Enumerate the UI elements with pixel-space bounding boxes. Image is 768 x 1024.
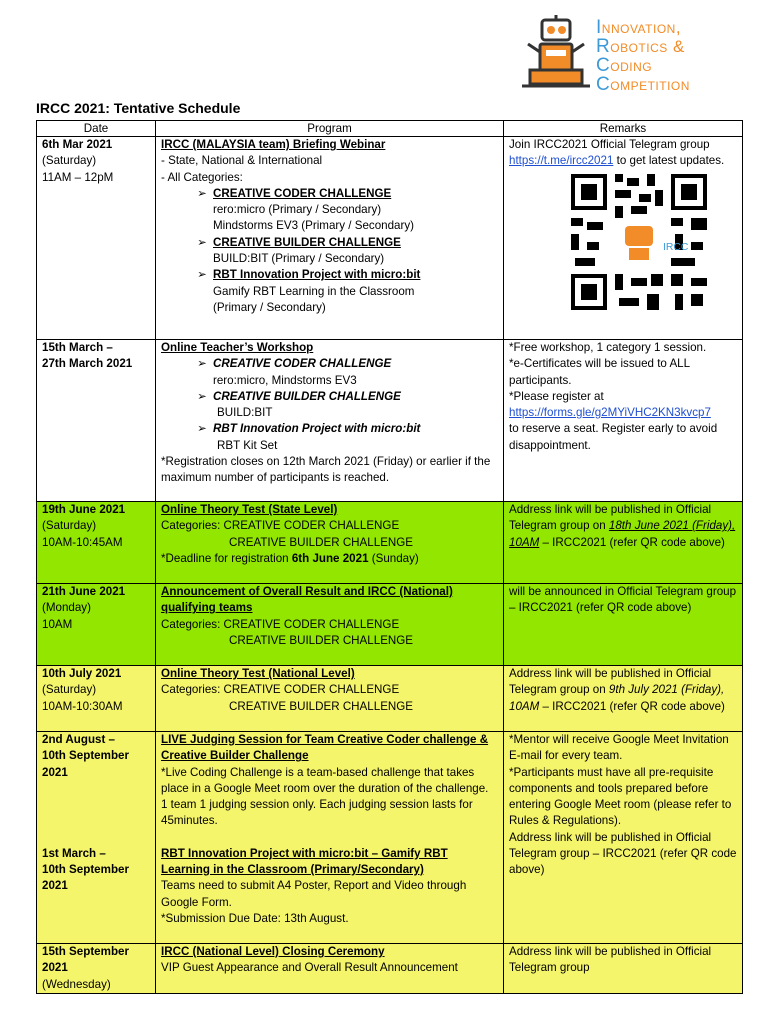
program-title: RBT Innovation Project with micro:bit – Gamify RBT Learning in the Classroom (Primary/Secondary) (161, 846, 448, 877)
header-date: Date (37, 121, 156, 137)
remarks-cell: *Mentor will receive Google Meet Invitation E-mail for every team. *Participants must have all pre-requisite components and tools prepared before entering Google Meet room (please refer to Rules & Regulations). Address link will be published in Official Telegram group – IRCC2021 (refer QR code above) (504, 732, 743, 944)
table-row (37, 944, 743, 994)
date-cell: 2nd August – 10th September 2021 1st March – 10th September 2021 (37, 732, 156, 944)
table-row (37, 666, 743, 732)
remarks-cell: Join IRCC2021 Official Telegram group https://t.me/ircc2021 to get latest updates. IRCC (504, 137, 743, 340)
arrow-bullet-icon: ➢ (197, 186, 207, 200)
program-cell: Announcement of Overall Result and IRCC (National) qualifying teams Categories: CREATIVE CODER CHALLENGE CREATIVE BUILDER CHALLENGE (156, 584, 504, 666)
date-cell: 21th June 2021 (Monday) 10AM (37, 584, 156, 666)
table-header-row (37, 121, 743, 137)
remarks-cell: *Free workshop, 1 category 1 session. *e-Certificates will be issued to ALL participants. *Please register at https://forms.gle/g2MYiVHC2KN3kvcp7 to reserve a seat. Register early to avoid disappointment. (504, 340, 743, 502)
svg-text:IRCC: IRCC (663, 241, 689, 253)
date-cell: 15th September 2021 (Wednesday) (37, 944, 156, 994)
program-title: Online Theory Test (State Level) (161, 503, 338, 516)
program-cell: Online Theory Test (National Level) Categories: CREATIVE CODER CHALLENGE CREATIVE BUILDER CHALLENGE (156, 666, 504, 732)
table-row (37, 137, 743, 340)
header-program: Program (156, 121, 504, 137)
table-row (37, 584, 743, 666)
program-cell: Online Teacher’s Workshop ➢ CREATIVE CODER CHALLENGE rero:micro, Mindstorms EV3 ➢ CREATIVE BUILDER CHALLENGE BUILD:BIT ➢ RBT Innovation Project with micro:bit RBT Kit Set *Registration closes on 12th March 2021 (Friday) or earlier if the maximum number of participants is reached. (156, 340, 504, 502)
arrow-bullet-icon: ➢ (197, 235, 207, 249)
remarks-cell: Address link will be published in Official Telegram group on 18th June 2021 (Friday), 10AM – IRCC2021 (refer QR code above) (504, 502, 743, 584)
date-cell: 6th Mar 2021 (Saturday) 11AM – 12pM (37, 137, 156, 340)
robot-icon (522, 14, 590, 94)
table-row (37, 502, 743, 584)
logo-wordmark: Innovation, Robotics & Coding Competition (596, 17, 690, 95)
program-title: Online Teacher’s Workshop (161, 341, 314, 354)
header-remarks: Remarks (504, 121, 743, 137)
program-title: Online Theory Test (National Level) (161, 667, 355, 680)
program-cell: Online Theory Test (State Level) Categories: CREATIVE CODER CHALLENGE CREATIVE BUILDER CHALLENGE *Deadline for registration 6th June 2021 (Sunday) (156, 502, 504, 584)
arrow-bullet-icon: ➢ (197, 422, 207, 436)
program-cell: IRCC (MALAYSIA team) Briefing Webinar - State, National & International - All Categories: ➢ CREATIVE CODER CHALLENGE rero:micro (Primary / Secondary) Mindstorms EV3 (Primary / Secondary) ➢ CREATIVE BUILDER CHALLENGE BUILD:BIT (Primary / Secondary) ➢ RBT Innovation Project with micro:bit Gamify RBT Learning in the Classroom (Primary / Secondary) (156, 137, 504, 340)
schedule-table (36, 120, 743, 994)
program-title: Announcement of Overall Result and IRCC (National) qualifying teams (161, 585, 453, 615)
table-row (37, 340, 743, 502)
table-row (37, 732, 743, 944)
telegram-link[interactable]: https://t.me/ircc2021 (509, 154, 614, 168)
remarks-cell: Address link will be published in Official Telegram group on 9th July 2021 (Friday), 10AM – IRCC2021 (refer QR code above) (504, 666, 743, 732)
program-title: LIVE Judging Session for Team Creative Coder challenge & Creative Builder Challenge (161, 733, 489, 763)
program-title: IRCC (MALAYSIA team) Briefing Webinar (161, 138, 386, 151)
arrow-bullet-icon: ➢ (197, 268, 207, 282)
program-cell: IRCC (National Level) Closing Ceremony VIP Guest Appearance and Overall Result Announcement (156, 944, 504, 994)
registration-link[interactable]: https://forms.gle/g2MYiVHC2KN3kvcp7 (509, 406, 711, 420)
date-cell: 15th March – 27th March 2021 (37, 340, 156, 502)
page-title: IRCC 2021: Tentative Schedule (36, 100, 241, 116)
remarks-cell: will be announced in Official Telegram group – IRCC2021 (refer QR code above) (504, 584, 743, 666)
remarks-cell: Address link will be published in Official Telegram group (504, 944, 743, 994)
program-title: IRCC (National Level) Closing Ceremony (161, 945, 385, 958)
arrow-bullet-icon: ➢ (197, 389, 207, 403)
qr-code-icon[interactable] (571, 174, 707, 310)
date-cell: 10th July 2021 (Saturday) 10AM-10:30AM (37, 666, 156, 732)
competition-logo (522, 14, 762, 94)
arrow-bullet-icon: ➢ (197, 357, 207, 371)
program-cell: LIVE Judging Session for Team Creative Coder challenge & Creative Builder Challenge *Live Coding Challenge is a team-based challenge that takes place in a Google Meet room over the duration of the challenge. 1 team 1 judging session only. Each judging session lasts for 45minutes. RBT Innovation Project with micro:bit – Gamify RBT Learning in the Classroom (Primary/Secondary) Teams need to submit A4 Poster, Report and Video through Google Form. *Submission Due Date: 13th August. (156, 732, 504, 944)
date-cell: 19th June 2021 (Saturday) 10AM-10:45AM (37, 502, 156, 584)
